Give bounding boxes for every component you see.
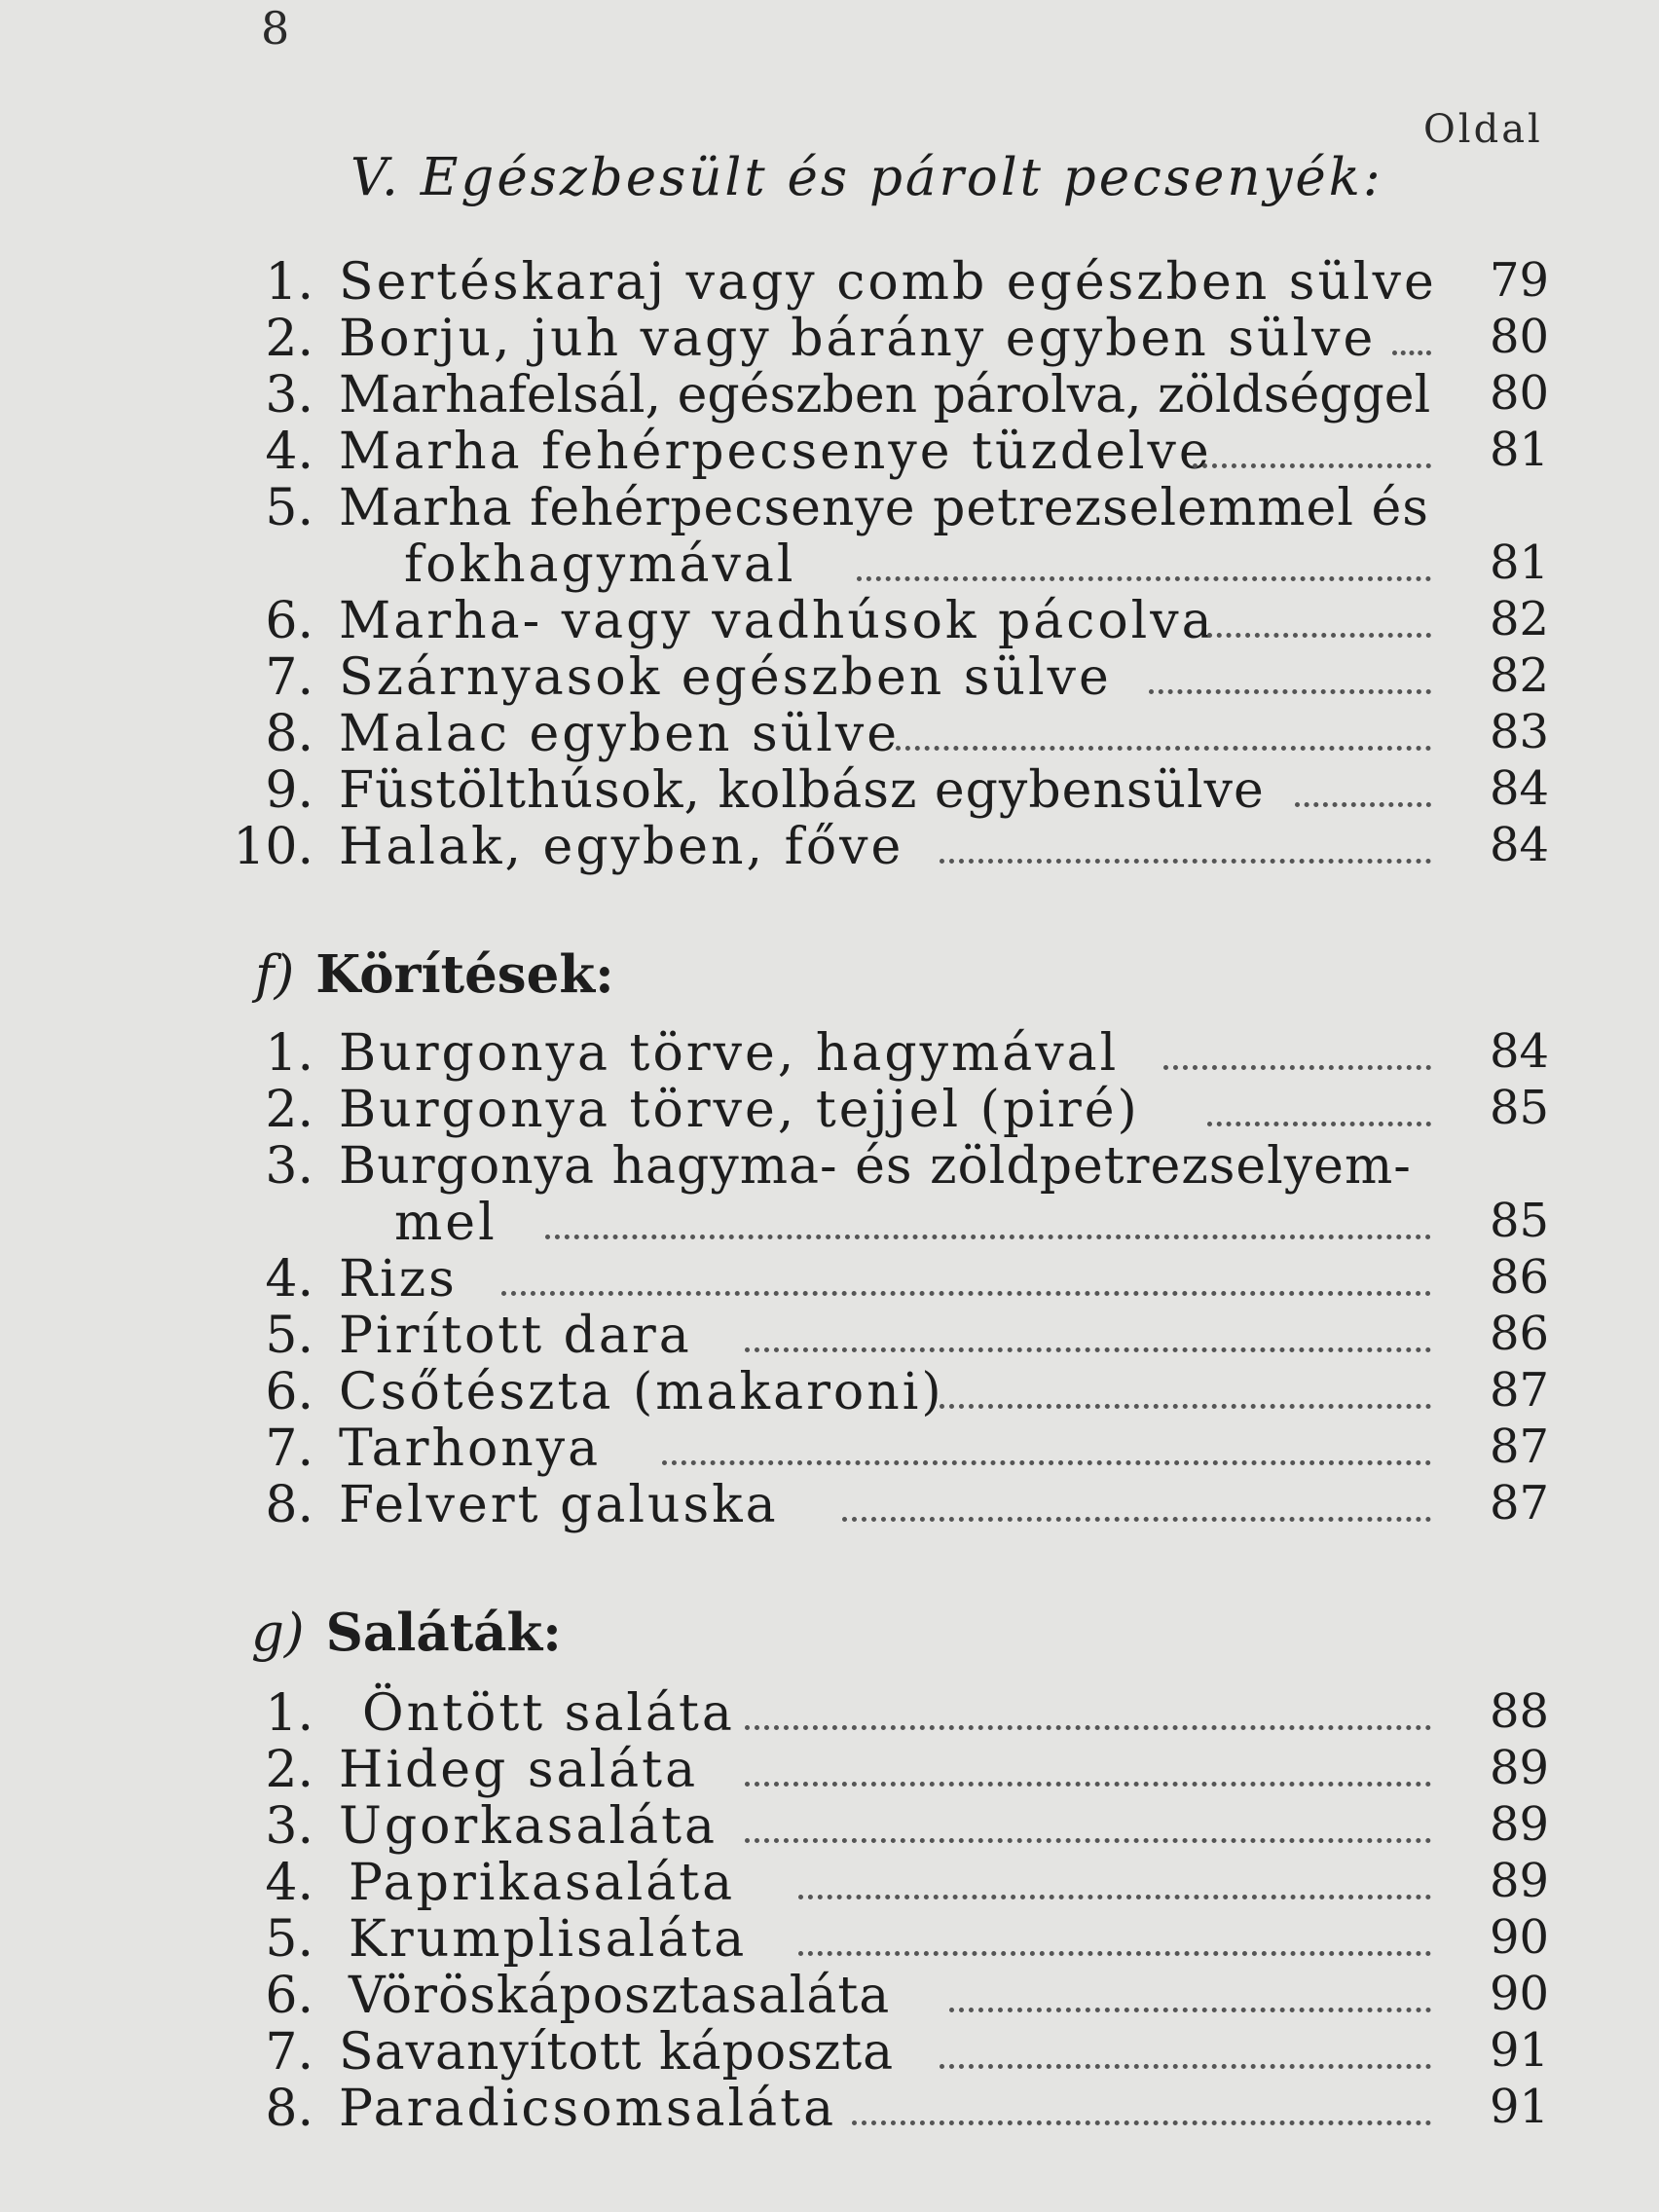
- entry-page: 80: [1490, 310, 1550, 364]
- entry-title: Csőtészta (makaroni): [339, 1363, 944, 1421]
- section-title: V. Egészbesült és párolt pecsenyék:: [350, 148, 1383, 207]
- toc-entry: [0, 2023, 1659, 2080]
- entry-title: Krumplisaláta: [349, 1910, 748, 1969]
- entry-title: Borju, juh vagy bárány egyben sülve: [339, 310, 1377, 368]
- dot-leader: [857, 576, 1431, 581]
- toc-entry: [0, 310, 1659, 366]
- entry-page: 87: [1490, 1363, 1550, 1418]
- dot-leader: [940, 2064, 1431, 2069]
- entry-page: 81: [1490, 423, 1550, 477]
- section-title: [251, 1603, 562, 1663]
- dot-leader: [1392, 350, 1431, 355]
- entry-number: 1.: [265, 1684, 313, 1743]
- entry-page: 85: [1490, 1081, 1550, 1135]
- section-title: [255, 944, 614, 1005]
- entry-page: 90: [1490, 1967, 1550, 2021]
- entry-page: 81: [1490, 535, 1550, 590]
- toc-entry: [0, 1307, 1659, 1363]
- dot-leader: [896, 746, 1431, 751]
- dot-leader: [798, 1951, 1431, 1956]
- entry-title: Paprikasaláta: [349, 1854, 736, 1912]
- dot-leader: [745, 1838, 1431, 1843]
- dot-leader: [940, 1404, 1431, 1409]
- entry-page: 86: [1490, 1307, 1550, 1361]
- toc-entry: [0, 1741, 1659, 1797]
- entry-title: Vöröskáposztasaláta: [349, 1967, 891, 2025]
- entry-page: 84: [1490, 1024, 1550, 1079]
- entry-number: 1.: [265, 1024, 313, 1083]
- toc-entry: [0, 2080, 1659, 2136]
- toc-entry: [0, 253, 1659, 310]
- entry-number: 10.: [233, 818, 313, 876]
- toc-entry-continued: [0, 1194, 1659, 1250]
- dot-leader: [1207, 1122, 1431, 1126]
- entry-title: Hideg saláta: [339, 1741, 699, 1799]
- entry-number: 8.: [265, 1476, 313, 1534]
- toc-entry-continued: [0, 535, 1659, 592]
- entry-title: Szárnyasok egészben sülve: [339, 648, 1112, 707]
- entry-title: Burgonya hagyma- és zöldpetrezselyem-: [339, 1137, 1412, 1196]
- toc-entry: [0, 1137, 1659, 1194]
- dot-leader: [1207, 633, 1431, 638]
- toc-entry: [0, 818, 1659, 874]
- toc-entry: [0, 366, 1659, 423]
- entry-page: 84: [1490, 761, 1550, 816]
- dot-leader: [852, 2120, 1431, 2125]
- entry-number: 3.: [265, 1137, 313, 1196]
- entry-page: 88: [1490, 1684, 1550, 1739]
- section-title-text: Körítések:: [315, 944, 614, 1005]
- toc-entry: [0, 479, 1659, 535]
- section-letter: f): [255, 945, 295, 1005]
- entry-page: 89: [1490, 1741, 1550, 1795]
- toc-entry: [0, 1797, 1659, 1854]
- toc-entry: [0, 761, 1659, 818]
- section-title-text: Saláták:: [325, 1603, 562, 1663]
- entry-number: 1.: [265, 253, 313, 312]
- entry-page: 87: [1490, 1419, 1550, 1474]
- entry-number: 7.: [265, 648, 313, 707]
- dot-leader: [501, 1291, 1431, 1296]
- entry-title: Sertéskaraj vagy comb egészben sülve: [339, 253, 1437, 312]
- entry-title: Felvert galuska: [339, 1476, 779, 1534]
- dot-leader: [1193, 463, 1431, 468]
- entry-number: 2.: [265, 310, 313, 368]
- toc-entry: [0, 1967, 1659, 2023]
- dot-leader: [798, 1895, 1431, 1899]
- entry-title: Marha- vagy vadhúsok pácolva: [339, 592, 1215, 650]
- entry-number: 5.: [265, 1307, 313, 1365]
- entry-page: 90: [1490, 1910, 1550, 1965]
- entry-number: 4.: [265, 1854, 313, 1912]
- entry-title: Rizs: [339, 1250, 458, 1309]
- entry-title: Füstölthúsok, kolbász egybensülve: [339, 761, 1265, 820]
- entry-title: Savanyított káposzta: [339, 2023, 895, 2082]
- entry-page: 82: [1490, 648, 1550, 703]
- entry-title: Ugorkasaláta: [339, 1797, 719, 1856]
- toc-entry: [0, 1081, 1659, 1137]
- toc-entry: [0, 1684, 1659, 1741]
- entry-number: 7.: [265, 2023, 313, 2082]
- entry-title: Halak, egyben, főve: [339, 818, 904, 876]
- dot-leader: [842, 1517, 1431, 1522]
- entry-number: 5.: [265, 479, 313, 537]
- entry-number: 8.: [265, 2080, 313, 2138]
- entry-number: 2.: [265, 1081, 313, 1139]
- entry-page: 89: [1490, 1854, 1550, 1908]
- entry-number: 6.: [265, 1967, 313, 2025]
- entry-number: 9.: [265, 761, 313, 820]
- entry-page: 85: [1490, 1194, 1550, 1248]
- entry-page: 91: [1490, 2023, 1550, 2078]
- toc-entry: [0, 705, 1659, 761]
- entry-number: 7.: [265, 1419, 313, 1478]
- toc-entry: [0, 1024, 1659, 1081]
- entry-title: Marha fehérpecsenye tüzdelve: [339, 423, 1212, 481]
- entry-title: Paradicsomsaláta: [339, 2080, 837, 2138]
- entry-title-continued: fokhagymával: [404, 535, 796, 594]
- toc-entry: [0, 1854, 1659, 1910]
- entry-title: Malac egyben sülve: [339, 705, 901, 763]
- entry-number: 5.: [265, 1910, 313, 1969]
- dot-leader: [1163, 1065, 1431, 1070]
- toc-entry: [0, 1910, 1659, 1967]
- entry-page: 79: [1490, 253, 1550, 308]
- entry-page: 91: [1490, 2080, 1550, 2134]
- entry-title-continued: mel: [394, 1194, 498, 1252]
- entry-page: 82: [1490, 592, 1550, 646]
- entry-page: 86: [1490, 1250, 1550, 1305]
- dot-leader: [1149, 689, 1431, 694]
- entry-number: 4.: [265, 1250, 313, 1309]
- entry-title: Tarhonya: [339, 1419, 602, 1478]
- dot-leader: [745, 1782, 1431, 1787]
- entry-title: Marha fehérpecsenye petrezselemmel és: [339, 479, 1429, 537]
- dot-leader: [745, 1347, 1431, 1352]
- toc-entry: [0, 1476, 1659, 1532]
- toc-entry: [0, 648, 1659, 705]
- entry-number: 3.: [265, 1797, 313, 1856]
- dot-leader: [1295, 802, 1431, 807]
- section-letter: g): [251, 1604, 305, 1663]
- dot-leader: [940, 859, 1431, 864]
- entry-number: 2.: [265, 1741, 313, 1799]
- entry-title: Burgonya törve, hagymával: [339, 1024, 1120, 1083]
- toc-entry: [0, 592, 1659, 648]
- toc-entry: [0, 1363, 1659, 1419]
- dot-leader: [949, 2008, 1431, 2012]
- page-number: 8: [261, 2, 290, 55]
- entry-title: Marhafelsál, egészben párolva, zöldséggel: [339, 366, 1431, 424]
- entry-title: Burgonya törve, tejjel (piré): [339, 1081, 1140, 1139]
- dot-leader: [662, 1460, 1431, 1465]
- toc-entry: [0, 1250, 1659, 1307]
- column-header-page: Oldal: [1423, 107, 1543, 152]
- entry-title: Pirított dara: [339, 1307, 692, 1365]
- entry-number: 4.: [265, 423, 313, 481]
- toc-entry: [0, 1419, 1659, 1476]
- entry-page: 87: [1490, 1476, 1550, 1530]
- entry-number: 3.: [265, 366, 313, 424]
- toc-entry: [0, 423, 1659, 479]
- entry-page: 80: [1490, 366, 1550, 421]
- entry-page: 89: [1490, 1797, 1550, 1852]
- dot-leader: [745, 1725, 1431, 1730]
- entry-number: 6.: [265, 1363, 313, 1421]
- entry-page: 84: [1490, 818, 1550, 872]
- entry-number: 6.: [265, 592, 313, 650]
- entry-page: 83: [1490, 705, 1550, 759]
- dot-leader: [545, 1235, 1431, 1239]
- entry-title: Öntött saláta: [362, 1684, 735, 1743]
- entry-number: 8.: [265, 705, 313, 763]
